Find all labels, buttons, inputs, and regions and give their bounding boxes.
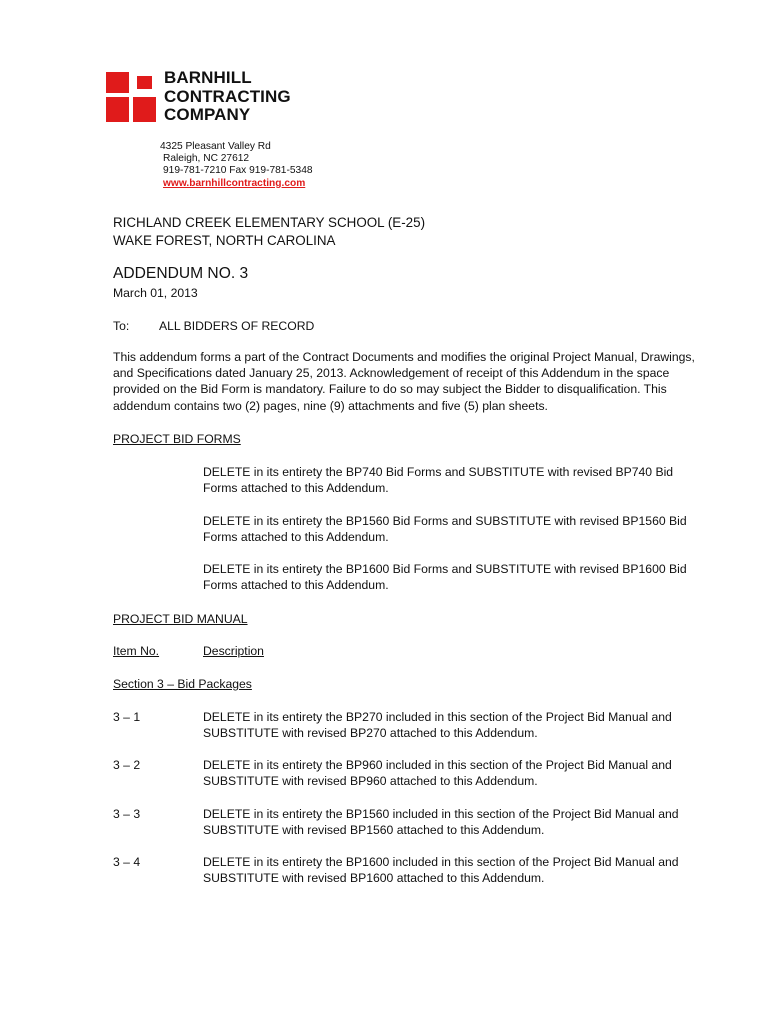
item-line: SUBSTITUTE with revised BP270 attached to this Addendum. (203, 726, 538, 741)
item-number: 3 – 4 (113, 855, 141, 869)
intro-line: This addendum forms a part of the Contract Documents and modifies the original Project Manual, Drawings, (113, 350, 695, 364)
addendum-title: ADDENDUM NO. 3 (113, 265, 249, 282)
logo-line: CONTRACTING (164, 86, 291, 106)
intro-line: provided on the Bid Form is mandatory. Failure to do so may subject the Bidder to disqualification. This (113, 382, 667, 397)
item-line: SUBSTITUTE with revised BP960 attached to this Addendum. (203, 774, 538, 789)
section-heading: Section 3 – Bid Packages (113, 677, 252, 691)
item-line: SUBSTITUTE with revised BP1560 attached to this Addendum. (203, 823, 545, 838)
logo-wordmark (164, 69, 291, 125)
intro-paragraph (113, 349, 695, 414)
item-line: DELETE in its entirety the BP270 included in this section of the Project Bid Manual and (203, 710, 672, 724)
bid-form-line: DELETE in its entirety the BP1600 Bid Forms and SUBSTITUTE with revised BP1600 Bid (203, 562, 687, 576)
item-number: 3 – 2 (113, 758, 141, 772)
item-line: DELETE in its entirety the BP1600 included in this section of the Project Bid Manual and (203, 855, 679, 869)
address-street: 4325 Pleasant Valley Rd (160, 141, 271, 152)
item-no-column-header: Item No. (113, 644, 160, 658)
website-link[interactable]: www.barnhillcontracting.com (163, 177, 306, 189)
project-name: RICHLAND CREEK ELEMENTARY SCHOOL (E-25) (113, 215, 426, 230)
to-value: ALL BIDDERS OF RECORD (159, 319, 315, 333)
item-number: 3 – 1 (113, 710, 141, 724)
bid-form-line: Forms attached to this Addendum. (203, 481, 389, 496)
company-address (160, 141, 313, 190)
logo-line: BARNHILL (164, 68, 252, 87)
item-line: DELETE in its entirety the BP960 included in this section of the Project Bid Manual and (203, 758, 672, 772)
bid-form-item (203, 464, 673, 496)
address-city: Raleigh, NC 27612 (163, 153, 250, 165)
logo-line: COMPANY (164, 105, 251, 124)
addendum-date: March 01, 2013 (113, 286, 198, 300)
address-phone: 919-781-7210 Fax 919-781-5348 (163, 165, 313, 177)
to-label: To: (113, 319, 130, 333)
bid-manual-heading: PROJECT BID MANUAL (113, 612, 248, 626)
logo-mark-icon (106, 72, 156, 122)
intro-line: and Specifications dated January 25, 2013. Acknowledgement of receipt of this Addendum in the space (113, 366, 670, 381)
intro-line: addendum contains two (2) pages, nine (9) attachments and five (5) plan sheets. (113, 398, 548, 413)
item-description (203, 806, 679, 838)
project-location: WAKE FOREST, NORTH CAROLINA (113, 233, 336, 248)
bid-form-line: DELETE in its entirety the BP740 Bid Forms and SUBSTITUTE with revised BP740 Bid (203, 465, 674, 479)
item-description (203, 757, 672, 789)
bid-form-line: Forms attached to this Addendum. (203, 578, 389, 593)
item-description (203, 854, 679, 886)
description-column-header: Description (203, 644, 264, 658)
item-number: 3 – 3 (113, 807, 141, 821)
bid-form-item (203, 561, 687, 593)
bid-form-item (203, 513, 687, 545)
item-description (203, 709, 672, 741)
bid-form-line: Forms attached to this Addendum. (203, 530, 389, 545)
item-line: SUBSTITUTE with revised BP1600 attached to this Addendum. (203, 871, 545, 886)
bid-forms-heading: PROJECT BID FORMS (113, 432, 241, 446)
item-line: DELETE in its entirety the BP1560 included in this section of the Project Bid Manual and (203, 807, 679, 821)
bid-form-line: DELETE in its entirety the BP1560 Bid Forms and SUBSTITUTE with revised BP1560 Bid (203, 514, 687, 528)
